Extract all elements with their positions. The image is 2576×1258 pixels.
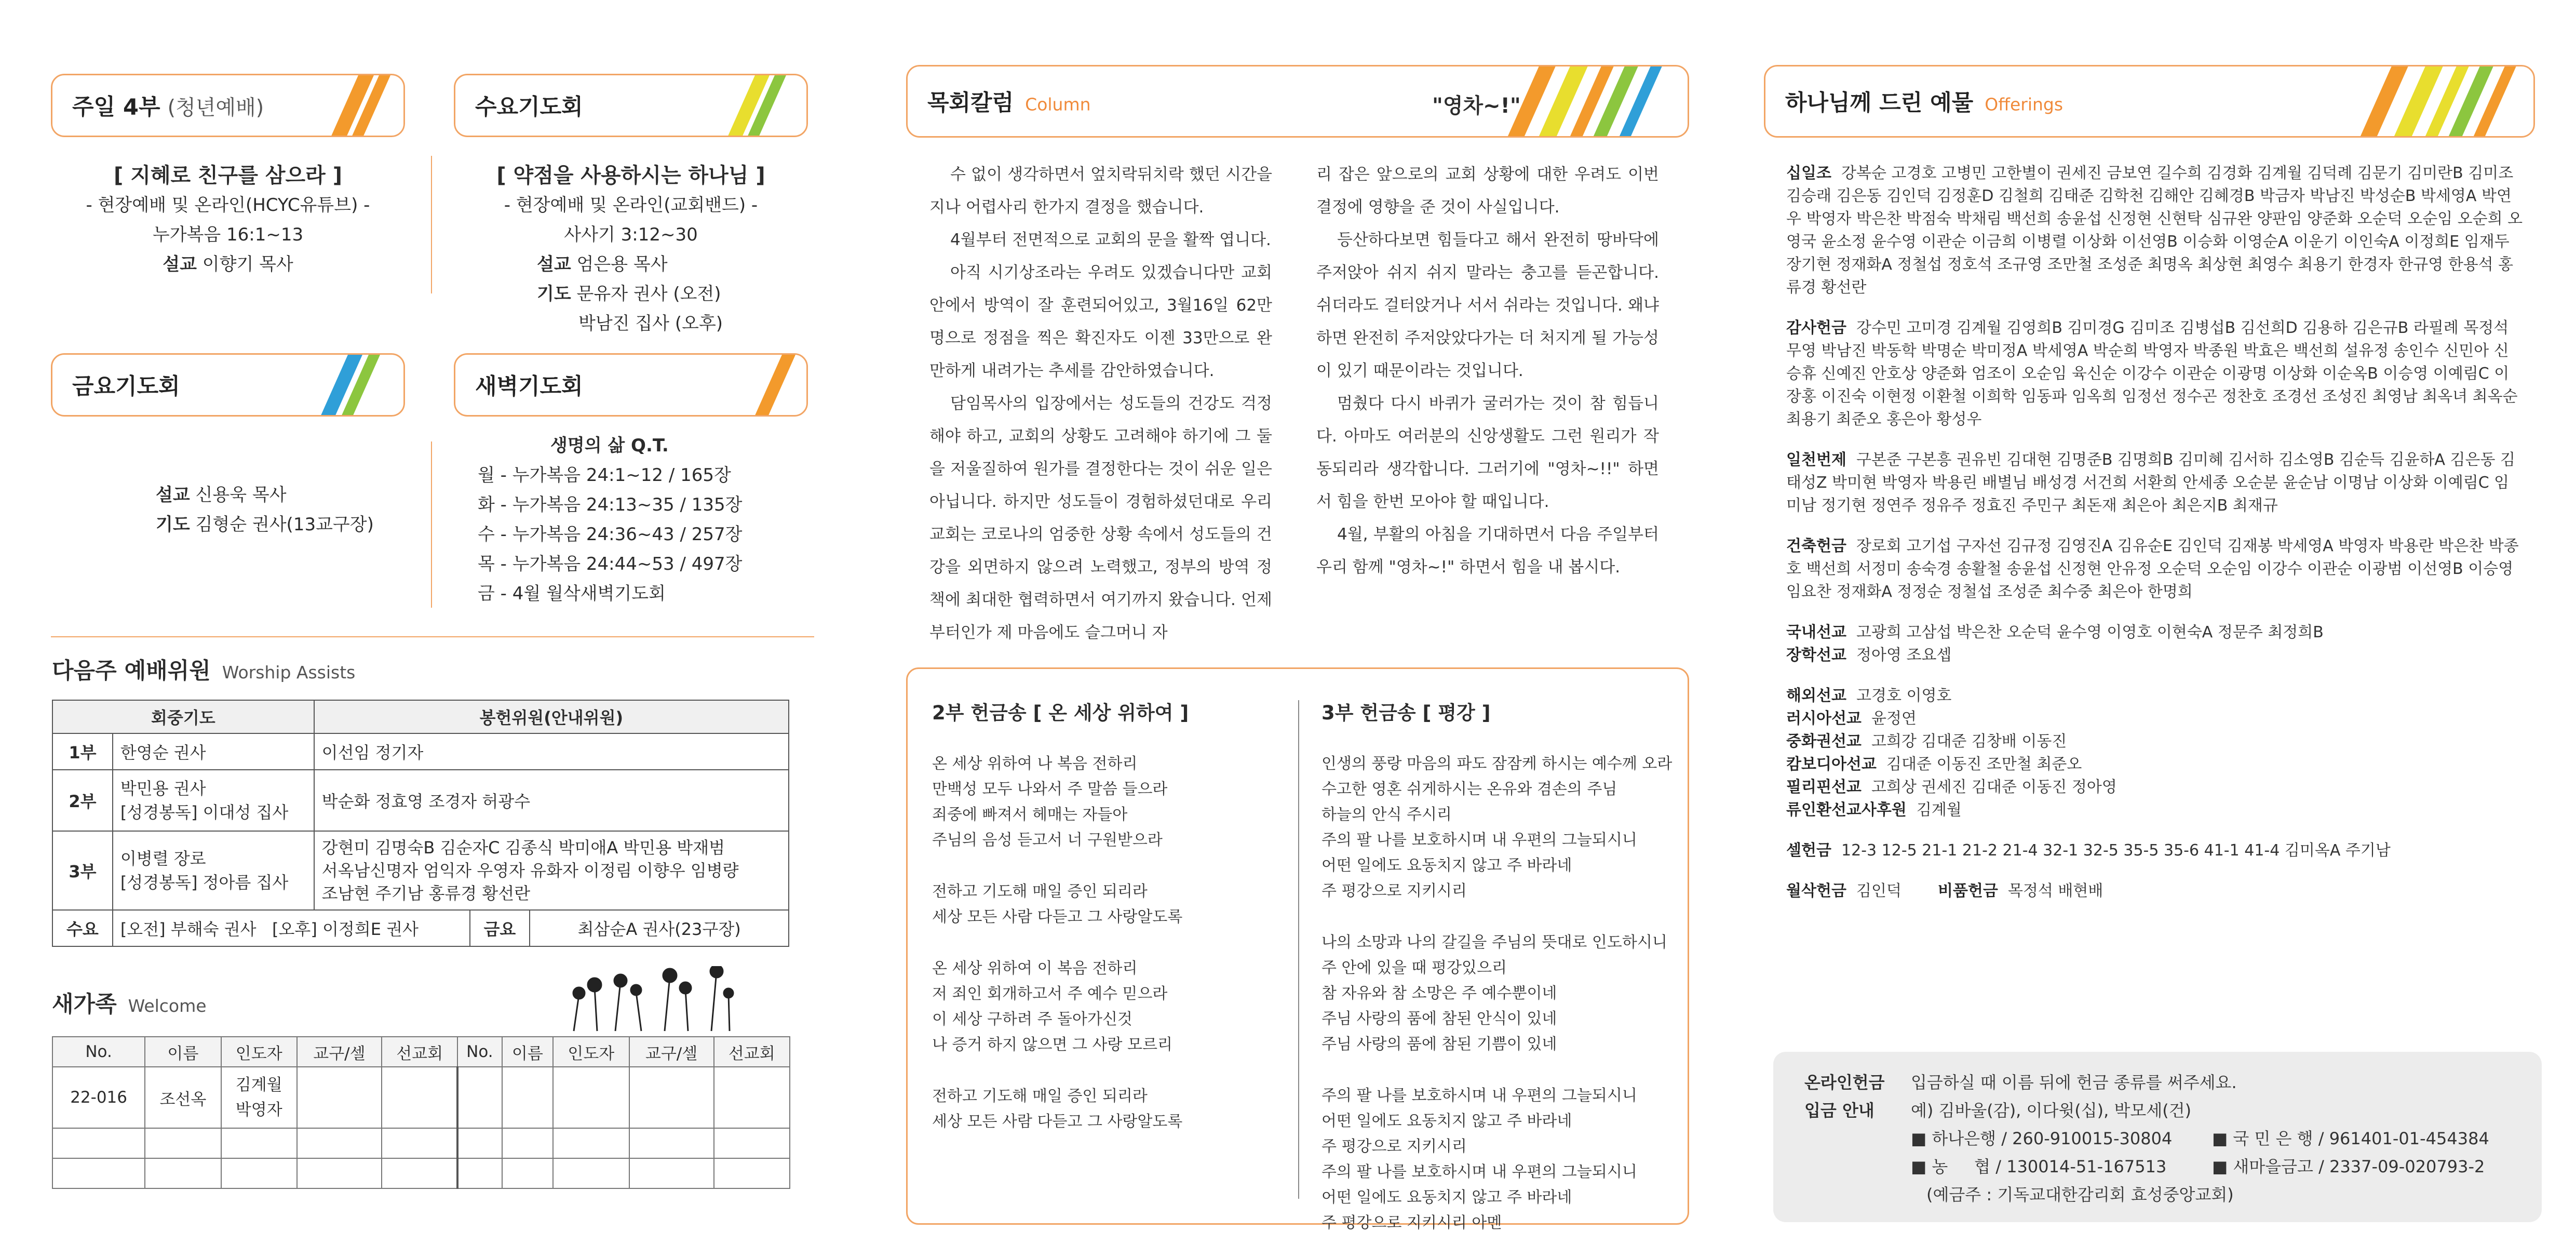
header-wednesday	[454, 74, 808, 137]
offering-names: 목정석 배현배	[2007, 882, 2103, 900]
guide: 김계월	[235, 1076, 282, 1094]
lyric-line: 주 평강으로 지키시리	[1321, 882, 1467, 900]
lyric-line: 주의 팔 나를 보호하시며 내 우편의 그늘되시니	[1321, 831, 1637, 849]
offering-names: 김계월	[1916, 801, 1962, 819]
preacher-label: 설교	[537, 254, 571, 275]
reader-cell: [성경봉독] 정아름 집사	[120, 873, 289, 892]
header-title: 금요기도회	[72, 373, 180, 400]
offering-names: 강복순 고경호 고병민 고한별이 권세진 금보연 길수희 김경화 김계월 김덕례 김문기 김미란B 김미조 김승래 김은동 김인덕 김정훈D 김철희 김태준 김학천 김해안 김혜경B 박금자 박남진 박성순B 박세영A 박연우 박영자 박은찬 박점숙 박채림 백선희 송윤섭 신정현 신현탁 심규완 양판임 양준화 오순덕 오순임 오순희 오영국 윤소정 윤수영 이관순 이금희 이병렬 이상화 이선영B 이승화 이영순A 이운기 이인숙A 이정희E 임재두 장기현 정재화A 정철섭 정호석 조규영 조만철 조성준 최명옥 최상현 최영수 최용기 한경자 한규영 한용석 홍류경 황선란	[1786, 164, 2523, 297]
prayer: 김형순 권사(13교구장)	[195, 514, 374, 535]
hymn-2	[932, 697, 1285, 1134]
assists-table	[52, 700, 789, 947]
wednesday-info	[454, 161, 808, 339]
assists-heading	[52, 653, 355, 685]
newcomer-name: 조선옥	[145, 1067, 221, 1128]
online-label-2: 입금 안내	[1804, 1101, 1874, 1120]
prayer-label: 기도	[156, 514, 190, 535]
scripture: 누가복음 16:1~13	[152, 224, 304, 245]
header-offerings	[1764, 65, 2535, 138]
guide: 박영자	[235, 1101, 282, 1119]
offering-names: 정아영 조요셉	[1856, 646, 1952, 664]
newcomer-no: 22-016	[52, 1067, 145, 1128]
preacher-label: 설교	[163, 254, 197, 275]
col-header: 선교회	[382, 1037, 457, 1067]
qt-line: 월 - 누가복음 24:1~12 / 165장	[478, 465, 731, 486]
qt-title: 생명의 삶 Q.T.	[550, 435, 669, 456]
offering-kind: 러시아선교	[1786, 710, 1862, 728]
offering-kind: 캄보디아선교	[1786, 755, 1877, 773]
header-title: 수요기도회	[475, 94, 583, 121]
prayer-cell: 박민용 권사	[120, 779, 206, 798]
offering-names: 고경호 이영호	[1856, 687, 1952, 705]
divider	[431, 156, 432, 293]
column-paragraph: 4월, 부활의 아침을 기대하면서 다음 주일부터 우리 함께 "영차~!" 하면서 힘을 내 봅시다.	[1316, 525, 1659, 577]
lyric-line: 전하고 기도해 매일 증인 되리라	[932, 1087, 1148, 1105]
header-subtitle: (청년예배)	[167, 96, 264, 120]
qt-line: 화 - 누가복음 24:13~35 / 135장	[478, 494, 743, 515]
header-title: 새벽기도회	[475, 373, 583, 400]
col-header: 봉헌위원(안내위원)	[314, 700, 789, 733]
lyric-line: 어떤 일에도 요동치지 않고 주 바라네	[1321, 1112, 1572, 1130]
offering-group	[1786, 449, 2524, 517]
qt-line: 금 - 4월 월삭새벽기도회	[478, 583, 666, 604]
prayer-cell: 한영순 권사	[113, 733, 314, 770]
lyric-line: 주의 팔 나를 보호하시며 내 우편의 그늘되시니	[1321, 1163, 1637, 1181]
newcomer-table	[52, 1036, 790, 1189]
offering-group	[1786, 839, 2524, 862]
column-paragraph: 등산하다보면 힘들다고 해서 완전히 땅바닥에 주저앉아 쉬지 쉬지 말라는 충고를 듣곤합니다. 쉬더라도 걸터앉거나 서서 쉬라는 것입니다. 왜냐하면 완전히 주저앉았다가는 더 처지게 될 가능성이 있기 때문이라는 것입니다.	[1316, 231, 1659, 380]
lyric-line: 수고한 영혼 쉬게하시는 온유와 겸손의 주님	[1321, 780, 1617, 798]
prayer-pm: 박남진 집사 (오후)	[578, 313, 723, 334]
offering-kind: 비품헌금	[1937, 882, 1998, 900]
online-offering-box	[1773, 1052, 2542, 1222]
preacher: 신용욱 목사	[195, 485, 287, 505]
lyric-line: 온 세상 위하여 이 복음 전하리	[932, 959, 1138, 978]
offering-kind: 감사헌금	[1786, 319, 1846, 337]
friday-info	[156, 480, 405, 540]
offering-names: 고광희 고삼섭 박은찬 오순덕 윤수영 이영호 이현숙A 정문주 최정희B	[1856, 623, 2324, 641]
col-header: 교구/셀	[297, 1037, 382, 1067]
offering-kind: 십일조	[1786, 164, 1831, 182]
lyric-line: 주님 사랑의 품에 참된 기쁨이 있네	[1321, 1035, 1557, 1053]
sermon-title: [ 지혜로 친구를 삼으라 ]	[113, 164, 343, 188]
divider	[1298, 700, 1299, 1199]
offering-names: 김대준 이동진 조만철 최준오	[1886, 755, 2082, 773]
preacher: 이향기 목사	[202, 254, 293, 275]
preacher: 엄은용 목사	[576, 254, 668, 275]
lyric-line: 주님 사랑의 품에 참된 안식이 있네	[1321, 1010, 1557, 1028]
sunday-info	[51, 161, 405, 279]
bank-account: ■ 농 협 / 130014-51-167513	[1911, 1157, 2167, 1176]
offering-kind: 장학선교	[1786, 646, 1846, 664]
header-dawn	[454, 353, 808, 417]
offering-kind: 해외선교	[1786, 687, 1846, 705]
online-details	[1911, 1068, 2529, 1209]
header-friday	[51, 353, 405, 417]
offering-group	[1786, 685, 2524, 822]
lyric-line: 참 자유와 참 소망은 주 예수뿐이네	[1321, 984, 1557, 1002]
online-label-1: 온라인헌금	[1804, 1073, 1885, 1092]
online-instruction: 입금하실 때 이름 뒤에 헌금 종류를 써주세요.	[1911, 1073, 2237, 1092]
lyric-line: 주의 팔 나를 보호하시며 내 우편의 그늘되시니	[1321, 1087, 1637, 1105]
row-key: 2부	[52, 770, 113, 831]
bank-account: ■ 새마을금고 / 2337-09-020793-2	[2212, 1157, 2485, 1176]
offering-group	[1786, 880, 2524, 903]
lyric-line: 세상 모든 사람 다듣고 그 사랑알도록	[932, 908, 1183, 926]
offering-group	[1786, 162, 2524, 299]
stripe-logo-icon	[750, 353, 798, 417]
row-key: 3부	[52, 831, 113, 910]
usher-line: 강현미 김명숙B 김순자C 김종식 박미애A 박민용 박재범	[321, 838, 725, 858]
col-header: 이름	[502, 1037, 554, 1067]
row-key: 수요	[52, 910, 113, 946]
header-title: 목회칼럼	[927, 90, 1014, 116]
lyric-line: 하늘의 안식 주시리	[1321, 806, 1452, 824]
online-label	[1804, 1068, 1885, 1125]
lyric-line: 주 평강으로 지키시리 아멘	[1321, 1214, 1502, 1232]
offering-names: 강수민 고미경 김계월 김영희B 김미경G 김미조 김병섭B 김선희D 김용하 김은규B 라필례 목정석 무영 박남진 박동학 박명순 박미정A 박세영A 박순희 박영자 박종원 박효은 백선희 설유정 송인수 신민아 신승휴 신예진 안호상 양준화 엄조이 오순임 육신순 이강수 이관순 이광명 이상화 이순옥B 이승영 이예림C 이장홍 이진숙 이현정 이환철 이희학 임동파 임옥희 임정선 정수곤 정찬호 조경선 조성진 최영남 최옥녀 최옥순 최용기 최준오 홍은아 황성우	[1786, 319, 2518, 429]
offering-kind: 건축헌금	[1786, 537, 1846, 555]
hymn-3	[1321, 697, 1680, 1236]
row-key: 금요	[470, 910, 530, 946]
broadcast-info: - 현장예배 및 온라인(HCYC유튜브) -	[86, 195, 370, 216]
preacher-label: 설교	[156, 485, 190, 505]
column-paragraph: 담임목사의 입장에서는 성도들의 건강도 걱정해야 하고, 교회의 상황도 고려해야 하기에 그 둘을 저울질하여 원가를 결정한다는 것이 쉬운 일은 아닙니다. 하지만 성도들이 경험하셨던대로 우리 교회는 코로나의 엄중한 상황 속에서 성도들의 건강을 외면하지 않으려 노력했고, 정부의 방역 정책에 최대한 협력하면서 여기까지 왔습니다. 언제부터인가 제 마음에도 슬그머니 자	[929, 394, 1272, 642]
offering-names: 윤정연	[1871, 710, 1917, 728]
dawn-info	[478, 431, 800, 609]
prayer-cell: 이병렬 장로	[120, 849, 206, 868]
lyric-line: 만백성 모두 나와서 주 말씀 들으라	[932, 780, 1168, 798]
offering-names: 고희강 김대준 김창배 이동진	[1871, 732, 2067, 751]
sermon-title: [ 약점을 사용하시는 하나님 ]	[496, 164, 765, 188]
offering-names: 구본준 구본흥 권유빈 김대현 김명준B 김명희B 김미혜 김서하 김소영B 김순득 김윤하A 김은동 김태성Z 박미현 박영자 박용린 배별님 배성경 서건희 서환희 안세종 오순분 윤순남 이명남 이상화 이예림C 임미남 정기현 정연주 정유주 정효진 주민구 최돈재 최은아 최은지B 최재규	[1786, 451, 2515, 515]
column-paragraph: 수 없이 생각하면서 엎치락뒤치락 했던 시간을 지나 어렵사리 한가지 결정을 했습니다.	[929, 165, 1272, 217]
offering-names: 12-3 12-5 21-1 21-2 21-4 32-1 32-5 35-5 35-6 41-1 41-4 김미옥A 주기남	[1841, 841, 2391, 860]
lyric-line: 나의 소망과 나의 갈길을 주님의 뜻대로 인도하시니	[1321, 933, 1667, 952]
usher-cell: 이선임 정기자	[314, 733, 789, 770]
col-header: 인도자	[221, 1037, 297, 1067]
offerings-list	[1786, 162, 2524, 920]
lyric-line: 나 증거 하지 않으면 그 사랑 모르리	[932, 1036, 1172, 1054]
qt-line: 목 - 누가복음 24:44~53 / 497장	[478, 554, 743, 574]
column-paragraph: 아직 시기상조라는 우려도 있겠습니다만 교회 안에서 방역이 잘 훈련되어있고, 3월16일 62만명으로 정점을 찍은 확진자도 이젠 33만으로 완만하게 내려가는 추세를 감안하였습니다.	[929, 263, 1272, 380]
column-paragraph: 멈췄다 다시 바퀴가 굴러가는 것이 참 힘듭니다. 아마도 여러분의 신앙생활도 그런 원리가 작동되리라 생각합니다. 그러기에 "영차~!!" 하면서 힘을 한번 모아야 할 때입니다.	[1316, 394, 1659, 511]
row-key: 1부	[52, 733, 113, 770]
account-holder: (예금주 : 기독교대한감리회 효성중앙교회)	[1926, 1185, 2234, 1205]
divider	[431, 441, 432, 608]
lyric-line: 전하고 기도해 매일 증인 되리라	[932, 882, 1148, 901]
assists-en: Worship Assists	[222, 662, 356, 682]
bank-account: ■ 하나은행 / 260-910015-30804	[1911, 1129, 2173, 1148]
header-sunday-4	[51, 74, 405, 137]
offering-kind: 필리핀선교	[1786, 778, 1862, 796]
col-header: 교구/셀	[629, 1037, 714, 1067]
prayer-label: 기도	[537, 284, 571, 304]
prayer-cell: 최삼순A 권사(23구장)	[530, 910, 789, 946]
qt-line: 수 - 누가복음 24:36~43 / 257장	[478, 524, 743, 545]
offering-names: 김인덕	[1856, 882, 1901, 900]
online-example: 예) 김바울(감), 이다윗(십), 박모세(건)	[1911, 1101, 2192, 1120]
col-header: 이름	[145, 1037, 221, 1067]
section-divider	[51, 636, 814, 637]
offering-kind: 국내선교	[1786, 623, 1846, 641]
assists-title: 다음주 예배위원	[52, 658, 211, 684]
lyric-line: 어떤 일에도 요동치지 않고 주 바라네	[1321, 856, 1572, 875]
broadcast-info: - 현장예배 및 온라인(교회밴드) -	[504, 195, 758, 216]
header-en: Column	[1025, 94, 1091, 115]
lyric-line: 이 세상 구하려 주 돌아가신것	[932, 1010, 1132, 1028]
lyric-line: 어떤 일에도 요동치지 않고 주 바라네	[1321, 1188, 1572, 1207]
newcomer-title: 새가족	[52, 992, 117, 1018]
offering-group	[1786, 621, 2524, 667]
offering-kind: 셀헌금	[1786, 841, 1831, 860]
offering-names: 고희상 권세진 김대준 이동진 정아영	[1871, 778, 2117, 796]
offering-kind: 월삭헌금	[1786, 882, 1846, 900]
column-paragraph: 4월부터 전면적으로 교회의 문을 활짝 엽니다.	[950, 231, 1271, 249]
offering-group	[1786, 317, 2524, 431]
header-en: Offerings	[1985, 94, 2064, 115]
col-header: 회중기도	[52, 700, 314, 733]
lyric-line: 주 평강으로 지키시리	[1321, 1137, 1467, 1156]
lyric-line: 죄중에 빠져서 헤매는 자들아	[932, 806, 1128, 824]
usher-cell: 박순화 정효영 조경자 허광수	[314, 770, 789, 831]
header-title: 주일 4부	[72, 94, 160, 121]
prayer-am: 문유자 권사 (오전)	[576, 284, 721, 304]
column-left	[929, 158, 1272, 649]
col-header: No.	[52, 1037, 145, 1067]
lyric-line: 인생의 풍랑 마음의 파도 잠잠케 하시는 예수께 오라	[1321, 755, 1673, 773]
offering-kind: 일천번제	[1786, 451, 1846, 469]
bank-account: ■ 국 민 은 행 / 961401-01-454384	[2212, 1129, 2489, 1148]
reader-cell: [성경봉독] 이대성 집사	[120, 802, 289, 822]
usher-line: 서옥남신명자 엄익자 우영자 유화자 이정림 이향우 임병량	[321, 861, 739, 880]
usher-line: 조남현 주기남 홍류경 황선란	[321, 884, 531, 903]
col-header: 인도자	[553, 1037, 629, 1067]
offering-kind: 류인환선교사후원	[1786, 801, 1907, 819]
col-header: 선교회	[714, 1037, 790, 1067]
prayer-cell: [오전] 부해숙 권사 [오후] 이정희E 권사	[113, 910, 470, 946]
offering-group	[1786, 535, 2524, 604]
hymn-title: 3부 헌금송 [ 평강 ]	[1321, 702, 1491, 724]
lyric-line: 저 죄인 회개하고서 주 예수 믿으라	[932, 985, 1168, 1003]
column-paragraph: 리 잡은 앞으로의 교회 상황에 대한 우려도 이번 결정에 영향을 준 것이 사실입니다.	[1316, 165, 1659, 217]
newcomer-en: Welcome	[128, 996, 207, 1016]
header-title: 하나님께 드린 예물	[1785, 90, 1974, 116]
newcomer-heading	[52, 987, 207, 1019]
offering-kind: 중화권선교	[1786, 732, 1862, 751]
col-header: No.	[457, 1037, 502, 1067]
lyric-line: 주님의 음성 듣고서 너 구원받으라	[932, 831, 1163, 849]
lyric-line: 세상 모든 사람 다듣고 그 사랑알도록	[932, 1113, 1183, 1131]
column-right	[1316, 158, 1659, 584]
column-quote: "영차~!"	[1432, 94, 1521, 118]
scripture: 사사기 3:12~30	[564, 224, 698, 245]
offering-names: 장로회 고기섭 구자선 김규정 김영진A 김유순E 김인덕 김재봉 박세영A 박영자 박용란 박은찬 박종호 백선희 서정미 송숙경 송활철 송윤섭 신정현 안유정 오순덕 오순임 이강수 이관순 이광범 이선영B 이승영 임요찬 정재화A 정정순 정철섭 조성준 최수중 최은아 한명희	[1786, 537, 2519, 601]
hymn-title: 2부 헌금송 [ 온 세상 위하여 ]	[932, 702, 1189, 724]
header-column	[906, 65, 1689, 138]
lyric-line: 온 세상 위하여 나 복음 전하리	[932, 755, 1138, 773]
lyric-line: 주 안에 있을 때 평강있으리	[1321, 959, 1507, 977]
flower-illustration-icon	[558, 966, 745, 1034]
